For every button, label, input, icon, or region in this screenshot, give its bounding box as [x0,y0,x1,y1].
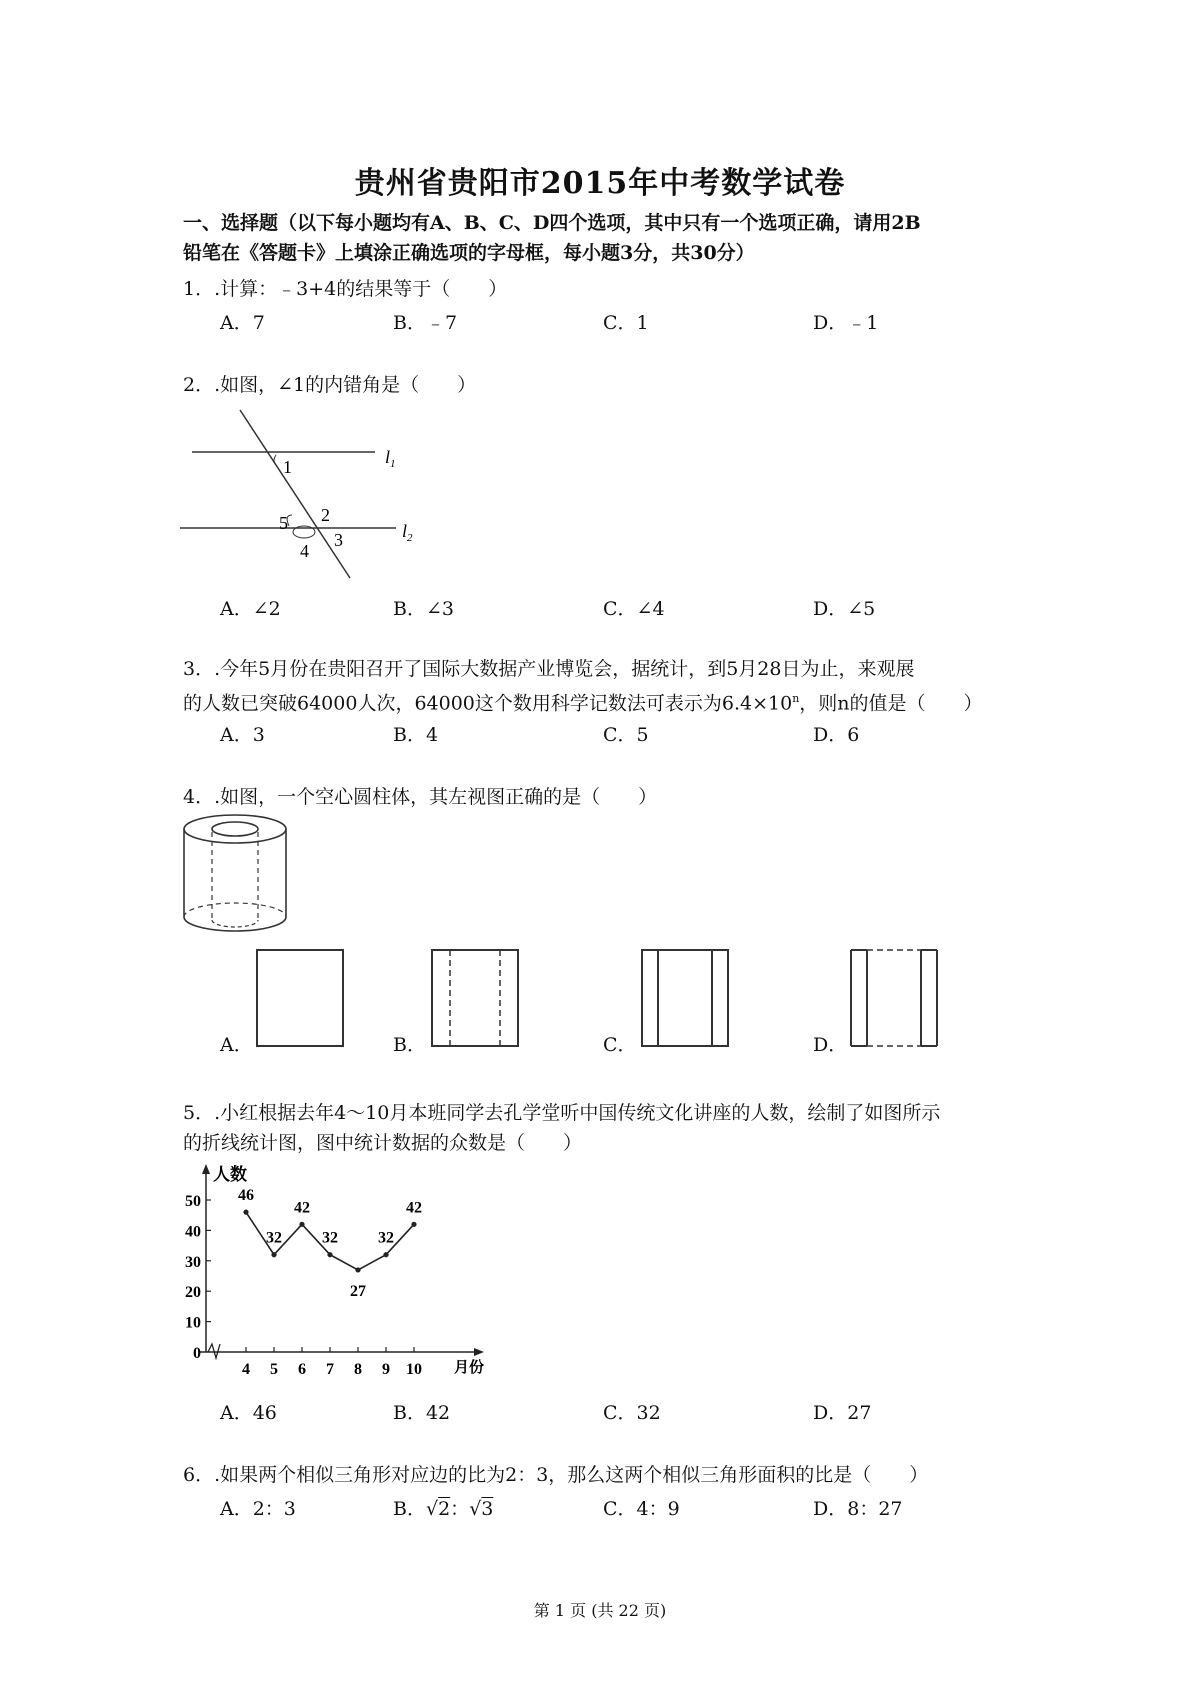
label-l1: $l_1$ [385,447,396,470]
cylinder-top-inner [212,822,258,836]
x-tick-label: 10 [406,1361,422,1378]
transversal-line [240,410,350,578]
x-tick-label: 9 [382,1361,390,1378]
q3-option-c: C．5 [603,724,649,746]
x-tick-label: 4 [242,1361,250,1378]
q4-option-c-figure [640,948,732,1050]
q4-option-a: A． [220,1034,253,1056]
q5-option-b: B．42 [393,1402,451,1424]
line-chart [178,1160,508,1380]
q4-option-b-figure [430,948,522,1050]
angle-label-4: 4 [300,541,309,561]
y-axis-arrow [202,1164,210,1174]
question-3-stem [183,654,1043,718]
axis-break-zigzag [208,1344,220,1358]
angle-label-3: 3 [334,530,343,550]
x-tick-label: 7 [326,1361,334,1378]
data-label: 27 [350,1282,366,1300]
y-tick-label: 40 [185,1223,201,1241]
q4-option-b: B． [393,1034,426,1056]
q1-option-a: A．7 [220,312,265,334]
q2-option-c: C．∠4 [603,598,665,620]
data-point [271,1252,276,1257]
data-point [355,1267,360,1272]
x-tick-label: 6 [298,1361,306,1378]
angle-label-1: 1 [283,457,292,477]
q2-option-d: D．∠5 [813,598,876,620]
data-point [411,1222,416,1227]
data-label: 42 [294,1199,310,1217]
data-label: 32 [266,1229,282,1247]
y-tick-label: 20 [185,1284,201,1302]
data-label: 46 [238,1187,254,1205]
q3-option-a: A．3 [220,724,265,746]
y-axis-title: 人数 [213,1165,247,1184]
x-tick-label: 5 [270,1361,278,1378]
question-2-stem: 2．.如图，∠1的内错角是（ ） [183,374,477,396]
q6-option-d: D．8：27 [813,1498,903,1520]
data-point [243,1210,248,1215]
data-label: 32 [378,1229,394,1247]
question-1-stem: 1．.计算：﹣3+4的结果等于（ ） [183,278,508,300]
x-tick-label: 8 [354,1361,362,1378]
data-label: 42 [406,1199,422,1217]
sqrt-2: √2 [425,1498,451,1520]
data-label: 32 [322,1229,338,1247]
q5-option-c: C．32 [603,1402,661,1424]
q2-option-b: B．∠3 [393,598,454,620]
question-6-stem: 6．.如果两个相似三角形对应边的比为2：3，那么这两个相似三角形面积的比是（ ） [183,1464,929,1486]
q1-option-d: D．﹣1 [813,312,879,334]
page-title: 贵州省贵阳市2015年中考数学试卷 [354,166,846,201]
q2-option-a: A．∠2 [220,598,281,620]
data-point [327,1252,332,1257]
q3-option-d: D．6 [813,724,860,746]
q4-option-c: C． [603,1034,637,1056]
q3-option-b: B．4 [393,724,439,746]
parallel-lines-figure [180,405,430,585]
x-axis-title: 月份 [454,1360,485,1376]
q4-option-d: D． [813,1034,848,1056]
section-header-line2: 铅笔在《答题卡》上填涂正确选项的字母框，每小题3分，共30分） [183,242,755,264]
question-4-stem: 4．.如图，一个空心圆柱体，其左视图正确的是（ ） [183,786,658,808]
angle-label-5: 5 [279,513,288,533]
q5-stem-line1: 5．.小红根据去年4～10月本班同学去孔学堂听中国传统文化讲座的人数，绘制了如图所示 [183,1102,941,1124]
q6-option-b: B．√2：√3 [393,1498,494,1520]
x-axis-arrow [474,1348,484,1356]
q3-stem-line2: 的人数已突破64000人次，64000这个数用科学记数法可表示为$6.4\times 10^n$，则n的值是（ ） [183,692,983,715]
data-point [383,1252,388,1257]
cylinder-top-outer [184,815,286,843]
angle-label-2: 2 [321,505,330,525]
q5-stem-line2: 的折线统计图，图中统计数据的众数是（ ） [183,1132,583,1154]
y-tick-label: 0 [193,1345,201,1362]
section-header-line1: 一、选择题（以下每小题均有A、B、C、D四个选项，其中只有一个选项正确，请用2B [183,212,921,234]
y-tick-label: 10 [185,1314,201,1332]
q6-option-c: C．4：9 [603,1498,680,1520]
q5-option-d: D．27 [813,1402,872,1424]
sqrt-3: √3 [469,1498,494,1520]
q3-stem-line1: 3．.今年5月份在贵阳召开了国际大数据产业博览会，据统计，到5月28日为止，来观展 [183,658,915,680]
q4-option-d-figure [849,948,941,1050]
y-tick-label: 30 [185,1253,201,1271]
chart-marks [185,1187,422,1378]
y-tick-label: 50 [185,1193,201,1210]
q4-option-a-figure [255,948,347,1050]
page-footer: 第 1 页 (共 22 页) [533,1601,667,1620]
q5-option-a: A．46 [220,1402,277,1424]
label-l2: $l_2$ [402,521,413,544]
hollow-cylinder-figure [180,812,300,937]
section-header [183,208,1053,268]
data-point [299,1222,304,1227]
question-5-stem [183,1098,1043,1158]
q1-option-c: C．1 [603,312,649,334]
q6-option-a: A．2：3 [220,1498,296,1520]
q1-option-b: B．﹣7 [393,312,458,334]
